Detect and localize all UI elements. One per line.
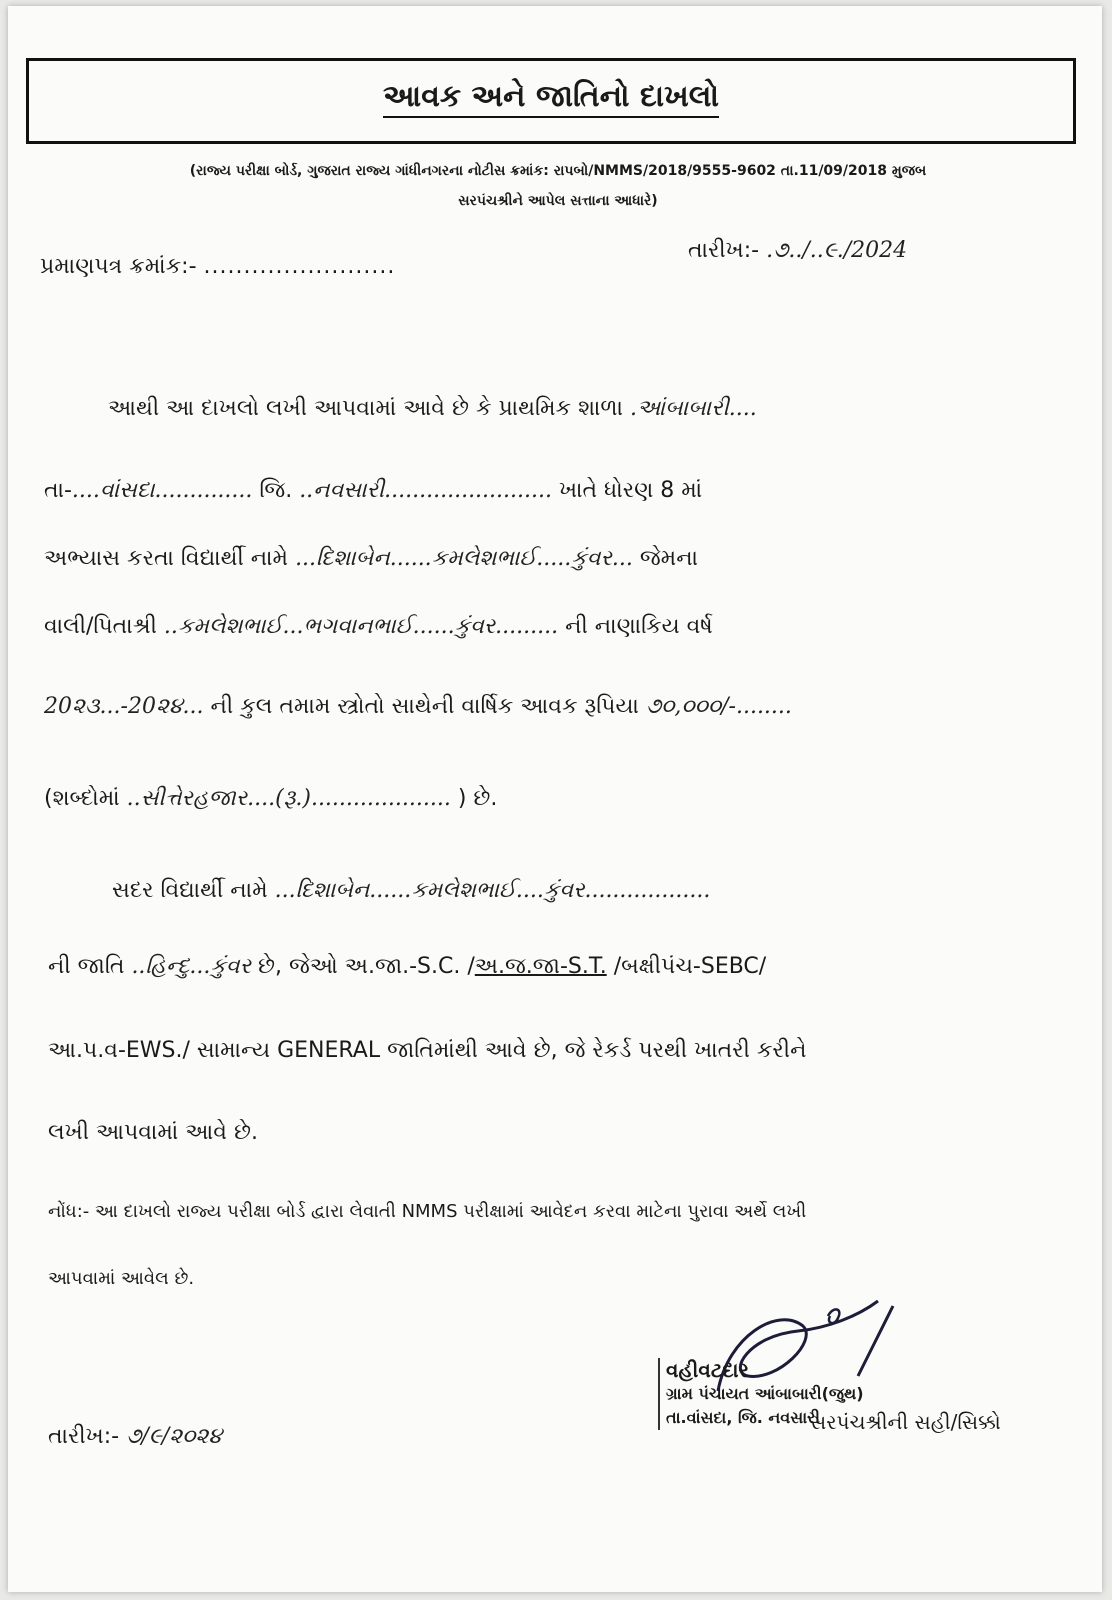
note-text-2: આપવામાં આવેલ છે.	[48, 1268, 195, 1289]
signature-caption: સરપંચશ્રીની સહી/સિક્કો	[810, 1410, 1001, 1434]
taluka-label: તા-	[44, 478, 72, 503]
top-date-value: .૭../..૯./2024	[766, 238, 908, 263]
body-line-4	[44, 614, 713, 639]
certificate-page	[8, 6, 1102, 1592]
reference-note	[68, 156, 1048, 216]
school-name: .આંબાબારી....	[629, 396, 757, 421]
closing-text: લખી આપવામાં આવે છે.	[48, 1120, 258, 1145]
top-date-label: તારીખ:-	[688, 238, 760, 263]
body-line-3	[44, 546, 698, 571]
note-line-1	[48, 1201, 806, 1222]
student-name: ...દિશાબેન......કમલેશભાઈ.....કુંવર...	[295, 546, 633, 571]
year-from: 20૨૩...	[44, 694, 121, 719]
title-box	[26, 58, 1076, 144]
note-line-2	[48, 1268, 194, 1289]
body-line-1	[108, 396, 757, 421]
top-date-row	[688, 238, 907, 263]
document-title: આવક અને જાતિનો દાખલો	[383, 79, 719, 118]
caste-value: ..હિન્દુ...કુંવર	[131, 954, 251, 979]
words-value: ..સીત્તેરહજાર....(રૂ.)....................	[126, 786, 451, 811]
caste-rest: /બક્ષીપંચ-SEBC/	[613, 954, 767, 979]
bottom-date-label: તારીખ:-	[48, 1424, 120, 1449]
district-label: જિ.	[259, 478, 293, 503]
reference-line-1: (રાજ્ય પરીક્ષા બોર્ડ, ગુજરાત રાજ્ય ગાંધીનગરના નોટીસ ક્રમાંક: રાપબો/NMMS/2018/9555-9602 તા.11/09/2018 મુજબ	[189, 163, 927, 179]
intro-text: આથી આ દાખલો લખી આપવામાં આવે છે કે પ્રાથમિક શાળા	[108, 396, 623, 421]
financial-year-text: ની નાણાકિય વર્ષ	[565, 614, 713, 639]
taluka-value: ....વાંસદા..............	[71, 478, 253, 503]
signature-stamp-area	[648, 1296, 1008, 1466]
second-student-label: સદર વિદ્યાર્થી નામે	[112, 878, 268, 903]
certificate-number-value: ........................	[203, 254, 396, 279]
income-amount: ૭૦,૦૦૦/-........	[645, 694, 792, 719]
district-value: ..નવસારી........................	[299, 478, 552, 503]
caste-text: છે, જેઓ અ.જા.-S.C. /	[257, 954, 475, 979]
caste-label: ની જાતિ	[48, 954, 125, 979]
stamp-line-1: ગ્રામ પંચાયત આંબાબારી(જુથ)	[666, 1384, 864, 1403]
words-label: (શબ્દોમાં	[44, 786, 120, 811]
income-text: ની કુલ તમામ સ્ત્રોતો સાથેની વાર્ષિક આવક રૂપિયા	[210, 694, 639, 719]
bottom-date-value: ૭/૯/૨૦૨૪	[126, 1424, 222, 1449]
year-to: -20૨૪...	[120, 694, 204, 719]
body-line-5	[44, 694, 792, 719]
bottom-date-row	[48, 1424, 222, 1449]
second-student-name: ...દિશાબેન......કમલેશભાઈ....કુંવર..................	[274, 878, 711, 903]
caste-line-2: આ.પ.વ-EWS./ સામાન્ય GENERAL જાતિમાંથી આવે છે, જે રેકર્ડ પરથી ખાતરી કરીને	[48, 1038, 807, 1063]
body-line-2	[44, 478, 702, 503]
words-end: ) છે.	[457, 786, 498, 811]
body-line-6	[44, 786, 497, 811]
stamp-line-2: તા.વાંસદા, જિ. નવસારી	[666, 1408, 820, 1427]
whose-text: જેમના	[639, 546, 698, 571]
certificate-number-label: પ્રમાણપત્ર ક્રમાંક:-	[40, 254, 197, 279]
reference-line-2: સરપંચશ્રીને આપેલ સત્તાના આધારે)	[458, 193, 658, 209]
standard-text: ખાતે ધોરણ 8 માં	[558, 478, 703, 503]
official-stamp	[658, 1358, 1001, 1434]
note-text-1: નોંધ:- આ દાખલો રાજ્ય પરીક્ષા બોર્ડ દ્વારા લેવાતી NMMS પરીક્ષામાં આવેદન કરવા માટેના પુરાવા અર્થે લખી	[48, 1201, 807, 1222]
body-line-9	[48, 1038, 806, 1063]
guardian-name: ..કમલેશભાઈ...ભગવાનભાઈ......કુંવર.........	[163, 614, 559, 639]
guardian-label: વાલી/પિતાશ્રી	[44, 614, 157, 639]
body-line-7	[112, 878, 710, 903]
st-category-underlined: અ.જ.જા-S.T.	[474, 954, 607, 979]
body-line-10	[48, 1120, 258, 1145]
certificate-number-row	[40, 254, 395, 279]
body-line-8	[48, 954, 766, 979]
stamp-title: વહીવટદાર	[666, 1358, 749, 1382]
student-label: અભ્યાસ કરતા વિદ્યાર્થી નામે	[44, 546, 289, 571]
